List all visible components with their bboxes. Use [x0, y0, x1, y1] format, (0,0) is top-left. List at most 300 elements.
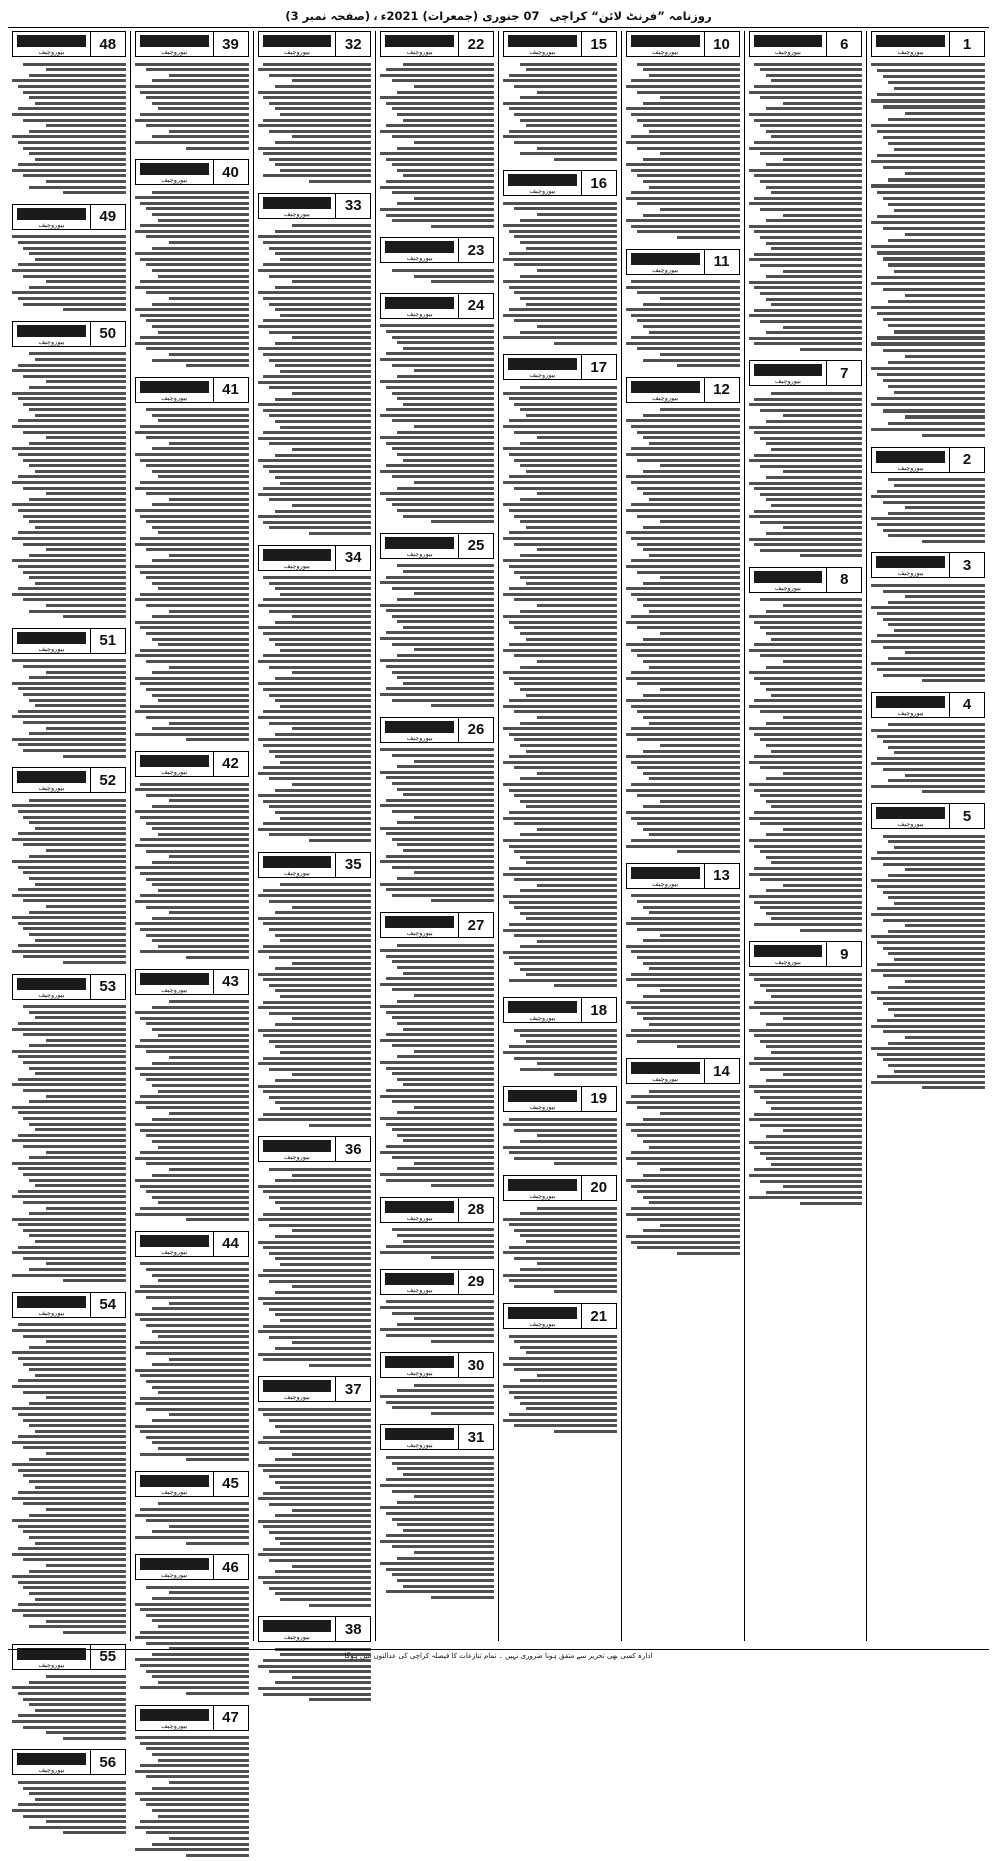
- text-line: [783, 158, 863, 161]
- text-line: [649, 666, 740, 669]
- text-line: [771, 504, 862, 507]
- text-line: [146, 1436, 248, 1439]
- text-line: [380, 414, 494, 417]
- article-subtitle: بیوروچیف: [406, 1213, 433, 1222]
- article-headline[interactable]: [871, 552, 985, 578]
- text-line: [140, 838, 248, 841]
- text-line: [509, 956, 617, 959]
- text-line: [269, 1096, 371, 1099]
- text-line: [63, 615, 126, 618]
- text-line: [431, 704, 494, 707]
- text-line: [397, 598, 494, 601]
- article-block: [135, 751, 249, 964]
- article-headline[interactable]: [12, 31, 126, 57]
- text-line: [23, 1005, 125, 1008]
- redacted-bar: [508, 358, 577, 370]
- text-line: [520, 386, 617, 389]
- text-line: [152, 1118, 249, 1121]
- text-line: [520, 1234, 617, 1237]
- text-line: [263, 152, 371, 155]
- text-line: [905, 651, 985, 654]
- text-line: [883, 863, 985, 866]
- article-headline[interactable]: [626, 249, 740, 275]
- text-line: [269, 984, 371, 987]
- text-line: [749, 426, 863, 429]
- article-headline[interactable]: [503, 31, 617, 57]
- headline-redaction-icon: [504, 998, 581, 1022]
- text-line: [292, 1676, 372, 1679]
- text-line: [275, 1101, 372, 1104]
- text-line: [537, 940, 617, 943]
- text-line: [380, 604, 494, 607]
- text-line: [135, 1346, 249, 1349]
- text-line: [135, 866, 249, 869]
- article-headline[interactable]: [258, 545, 372, 571]
- text-line: [258, 403, 372, 406]
- text-line: [23, 63, 125, 66]
- article-headline[interactable]: [258, 1616, 372, 1642]
- text-line: [46, 1620, 126, 1623]
- text-line: [871, 1081, 985, 1084]
- text-line: [269, 275, 371, 278]
- article-subtitle: بیوروچیف: [161, 985, 188, 994]
- article-headline[interactable]: [871, 692, 985, 718]
- text-line: [871, 99, 985, 102]
- text-line: [643, 750, 740, 753]
- article-headline[interactable]: [135, 1554, 249, 1580]
- text-line: [12, 715, 126, 718]
- article-headline[interactable]: [380, 1269, 494, 1295]
- text-line: [263, 654, 371, 657]
- text-line: [883, 409, 985, 412]
- text-line: [280, 370, 371, 373]
- text-line: [152, 191, 249, 194]
- text-line: [135, 141, 249, 144]
- text-line: [392, 364, 494, 367]
- text-line: [392, 447, 494, 450]
- text-line: [749, 1196, 863, 1199]
- article-headline[interactable]: [12, 767, 126, 793]
- text-line: [380, 883, 494, 886]
- text-line: [526, 1240, 617, 1243]
- text-line: [626, 509, 740, 512]
- text-line: [269, 1447, 371, 1450]
- text-line: [520, 96, 617, 99]
- text-line: [280, 995, 371, 998]
- text-line: [514, 626, 616, 629]
- text-line: [292, 1285, 372, 1288]
- text-line: [660, 408, 740, 411]
- text-line: [514, 113, 616, 116]
- article-body: [12, 1320, 126, 1639]
- text-line: [146, 207, 248, 210]
- article-headline[interactable]: [749, 941, 863, 967]
- text-line: [503, 559, 617, 562]
- text-line: [18, 85, 126, 88]
- text-line: [643, 716, 740, 719]
- text-line: [626, 1001, 740, 1004]
- article-headline[interactable]: [380, 1352, 494, 1378]
- column-8-leftmost: [8, 31, 130, 1775]
- text-line: [380, 380, 494, 383]
- article-headline[interactable]: [135, 751, 249, 777]
- article-headline[interactable]: [626, 31, 740, 57]
- article-headline[interactable]: [749, 31, 863, 57]
- text-line: [431, 1412, 494, 1415]
- text-line: [135, 1826, 249, 1829]
- text-line: [280, 1051, 371, 1054]
- text-line: [520, 152, 617, 155]
- text-line: [643, 638, 740, 641]
- text-line: [526, 526, 617, 529]
- text-line: [509, 107, 617, 110]
- article-number: 1: [949, 32, 984, 56]
- text-line: [146, 1050, 248, 1053]
- text-line: [146, 124, 248, 127]
- article-body: [749, 595, 863, 936]
- text-line: [760, 654, 862, 657]
- text-line: [749, 1006, 863, 1009]
- headline-redaction-icon: [504, 1176, 581, 1200]
- article-headline[interactable]: [135, 377, 249, 403]
- text-line: [152, 269, 249, 272]
- article-headline[interactable]: [871, 803, 985, 829]
- text-line: [766, 532, 863, 535]
- article-headline[interactable]: [503, 1175, 617, 1201]
- text-line: [292, 448, 372, 451]
- text-line: [46, 548, 126, 551]
- text-line: [643, 805, 740, 808]
- text-line: [169, 1168, 249, 1171]
- text-line: [631, 169, 739, 172]
- article-headline[interactable]: [135, 1231, 249, 1257]
- text-line: [152, 917, 249, 920]
- article-block: [380, 1352, 494, 1419]
- article-headline[interactable]: [135, 159, 249, 185]
- text-line: [23, 1173, 125, 1176]
- masthead-page-label: (صفحہ نمبر 3): [285, 9, 371, 23]
- text-line: [509, 901, 617, 904]
- article-block: [258, 193, 372, 540]
- text-line: [18, 1781, 126, 1784]
- text-line: [63, 308, 126, 311]
- text-line: [263, 889, 371, 892]
- article-number: 2: [949, 448, 984, 472]
- headline-redaction-icon: [627, 250, 704, 274]
- text-line: [29, 1011, 126, 1014]
- text-line: [12, 392, 126, 395]
- text-line: [269, 582, 371, 585]
- text-line: [643, 828, 740, 831]
- text-line: [152, 861, 249, 864]
- masthead: [8, 6, 989, 28]
- text-line: [18, 1323, 126, 1326]
- article-headline[interactable]: [503, 354, 617, 380]
- text-line: [35, 526, 126, 529]
- text-line: [637, 710, 739, 713]
- text-line: [275, 1045, 372, 1048]
- article-headline[interactable]: [380, 717, 494, 743]
- text-line: [520, 119, 617, 122]
- text-line: [29, 286, 126, 289]
- article-headline[interactable]: [871, 31, 985, 57]
- text-line: [269, 1475, 371, 1478]
- text-line: [380, 1005, 494, 1008]
- text-line: [140, 1151, 248, 1154]
- text-line: [140, 649, 248, 652]
- article-headline[interactable]: [380, 1197, 494, 1223]
- text-line: [29, 1458, 126, 1461]
- text-line: [783, 772, 863, 775]
- text-line: [431, 899, 494, 902]
- text-line: [46, 180, 126, 183]
- article-headline[interactable]: [258, 1136, 372, 1162]
- text-line: [520, 297, 617, 300]
- text-line: [749, 538, 863, 541]
- text-line: [877, 276, 985, 279]
- text-line: [871, 785, 985, 788]
- text-line: [392, 960, 494, 963]
- article-headline[interactable]: [135, 969, 249, 995]
- text-line: [871, 606, 985, 609]
- text-line: [397, 113, 494, 116]
- text-line: [258, 1218, 372, 1221]
- text-line: [292, 727, 372, 730]
- text-line: [46, 280, 126, 283]
- text-line: [263, 744, 371, 747]
- text-line: [754, 230, 862, 233]
- text-line: [503, 425, 617, 428]
- article-headline[interactable]: [12, 321, 126, 347]
- article-subtitle: بیوروچیف: [774, 583, 801, 592]
- text-line: [503, 1051, 617, 1054]
- text-line: [905, 112, 985, 115]
- article-headline[interactable]: [503, 1086, 617, 1112]
- text-line: [275, 1425, 372, 1428]
- article-body: [503, 1331, 617, 1437]
- text-line: [269, 638, 371, 641]
- text-line: [631, 615, 739, 618]
- article-headline[interactable]: [135, 31, 249, 57]
- text-line: [35, 1184, 126, 1187]
- text-line: [380, 581, 494, 584]
- text-line: [414, 1162, 494, 1165]
- text-line: [637, 900, 739, 903]
- text-line: [877, 668, 985, 671]
- text-line: [503, 873, 617, 876]
- text-line: [749, 615, 863, 618]
- article-headline[interactable]: [135, 1471, 249, 1497]
- article-headline[interactable]: [12, 1292, 126, 1318]
- article-headline[interactable]: [749, 360, 863, 386]
- text-line: [783, 828, 863, 831]
- text-line: [146, 1190, 248, 1193]
- text-line: [46, 1095, 126, 1098]
- redacted-bar: [140, 1475, 209, 1487]
- text-line: [258, 325, 372, 328]
- text-line: [888, 142, 985, 145]
- article-headline[interactable]: [135, 1705, 249, 1731]
- text-line: [258, 1006, 372, 1009]
- article-headline[interactable]: [380, 293, 494, 319]
- text-line: [514, 291, 616, 294]
- text-line: [414, 85, 494, 88]
- text-line: [626, 643, 740, 646]
- article-headline[interactable]: [258, 193, 372, 219]
- text-line: [146, 1134, 248, 1137]
- text-line: [386, 1123, 494, 1126]
- text-line: [766, 1101, 863, 1104]
- text-line: [397, 487, 494, 490]
- text-line: [152, 638, 249, 641]
- text-line: [626, 978, 740, 981]
- text-line: [626, 141, 740, 144]
- text-line: [626, 1179, 740, 1182]
- text-line: [514, 543, 616, 546]
- article-headline[interactable]: [380, 31, 494, 57]
- text-line: [152, 1196, 249, 1199]
- text-line: [158, 699, 249, 702]
- text-line: [883, 590, 985, 593]
- article-body: [12, 1777, 126, 1839]
- article-headline[interactable]: [12, 628, 126, 654]
- text-line: [526, 1040, 617, 1043]
- article-headline[interactable]: [380, 912, 494, 938]
- text-line: [152, 359, 249, 362]
- article-headline[interactable]: [258, 852, 372, 878]
- article-headline[interactable]: [626, 377, 740, 403]
- headline-redaction-icon: [627, 864, 704, 888]
- text-line: [46, 436, 126, 439]
- text-line: [883, 501, 985, 504]
- text-line: [749, 1141, 863, 1144]
- text-line: [888, 118, 985, 121]
- text-line: [537, 325, 617, 328]
- article-headline[interactable]: [871, 447, 985, 473]
- text-line: [23, 431, 125, 434]
- text-line: [46, 1452, 126, 1455]
- text-line: [152, 1675, 249, 1678]
- redacted-bar: [17, 35, 86, 47]
- text-line: [386, 1568, 494, 1571]
- text-line: [760, 794, 862, 797]
- text-line: [877, 612, 985, 615]
- text-line: [392, 475, 494, 478]
- text-line: [135, 677, 249, 680]
- text-line: [414, 1106, 494, 1109]
- text-line: [888, 723, 985, 726]
- article-headline[interactable]: [749, 567, 863, 593]
- text-line: [905, 868, 985, 871]
- text-line: [520, 63, 617, 66]
- article-headline[interactable]: [12, 974, 126, 1000]
- text-line: [380, 827, 494, 830]
- text-line: [158, 1625, 249, 1628]
- article-body: [380, 1297, 494, 1347]
- text-line: [397, 1111, 494, 1114]
- text-line: [626, 197, 740, 200]
- text-line: [169, 1525, 249, 1528]
- text-line: [18, 587, 126, 590]
- article-body: [258, 573, 372, 847]
- text-line: [749, 873, 863, 876]
- article-headline[interactable]: [503, 170, 617, 196]
- text-line: [12, 1162, 126, 1165]
- article-block: [12, 31, 126, 199]
- text-line: [637, 91, 739, 94]
- text-line: [23, 1419, 125, 1422]
- text-line: [749, 314, 863, 317]
- article-headline[interactable]: [12, 1749, 126, 1775]
- text-line: [186, 147, 249, 150]
- article-subtitle: بیوروچیف: [406, 48, 433, 56]
- article-headline[interactable]: [258, 1376, 372, 1402]
- text-line: [275, 476, 372, 479]
- text-line: [754, 1001, 862, 1004]
- text-line: [158, 1502, 249, 1505]
- text-line: [146, 878, 248, 881]
- text-line: [23, 1089, 125, 1092]
- text-line: [392, 1016, 494, 1019]
- article-headline[interactable]: [380, 1424, 494, 1450]
- article-subtitle: بیوروچیف: [652, 1075, 679, 1083]
- article-headline[interactable]: [12, 204, 126, 230]
- text-line: [760, 626, 862, 629]
- redacted-bar: [17, 978, 86, 990]
- text-line: [877, 69, 985, 72]
- article-number: 28: [458, 1198, 493, 1222]
- text-line: [520, 833, 617, 836]
- text-line: [922, 540, 985, 543]
- text-line: [871, 495, 985, 498]
- column-1-rightmost: [866, 31, 989, 1641]
- text-line: [514, 515, 616, 518]
- article-headline[interactable]: [380, 533, 494, 559]
- text-line: [392, 219, 494, 222]
- text-line: [380, 436, 494, 439]
- text-line: [158, 889, 249, 892]
- article-headline[interactable]: [258, 31, 372, 57]
- article-number: 52: [90, 768, 125, 792]
- article-subtitle: بیوروچیف: [897, 708, 924, 717]
- article-headline[interactable]: [380, 237, 494, 263]
- redacted-bar: [385, 916, 454, 928]
- text-line: [503, 615, 617, 618]
- text-line: [754, 789, 862, 792]
- text-line: [766, 688, 863, 691]
- redacted-bar: [385, 1428, 454, 1440]
- text-line: [18, 944, 126, 947]
- text-line: [152, 102, 249, 105]
- text-line: [631, 314, 739, 317]
- text-line: [263, 710, 371, 713]
- text-line: [554, 1290, 617, 1293]
- article-headline[interactable]: [626, 863, 740, 889]
- article-headline[interactable]: [503, 1303, 617, 1329]
- text-line: [509, 1279, 617, 1282]
- article-headline[interactable]: [626, 1058, 740, 1084]
- text-line: [140, 950, 248, 953]
- article-block: [871, 692, 985, 798]
- text-line: [749, 202, 863, 205]
- article-headline[interactable]: [503, 997, 617, 1023]
- text-line: [397, 1234, 494, 1237]
- text-line: [275, 733, 372, 736]
- article-subtitle: بیوروچیف: [161, 1247, 188, 1256]
- text-line: [280, 817, 371, 820]
- text-line: [263, 1090, 371, 1093]
- text-line: [29, 1570, 126, 1573]
